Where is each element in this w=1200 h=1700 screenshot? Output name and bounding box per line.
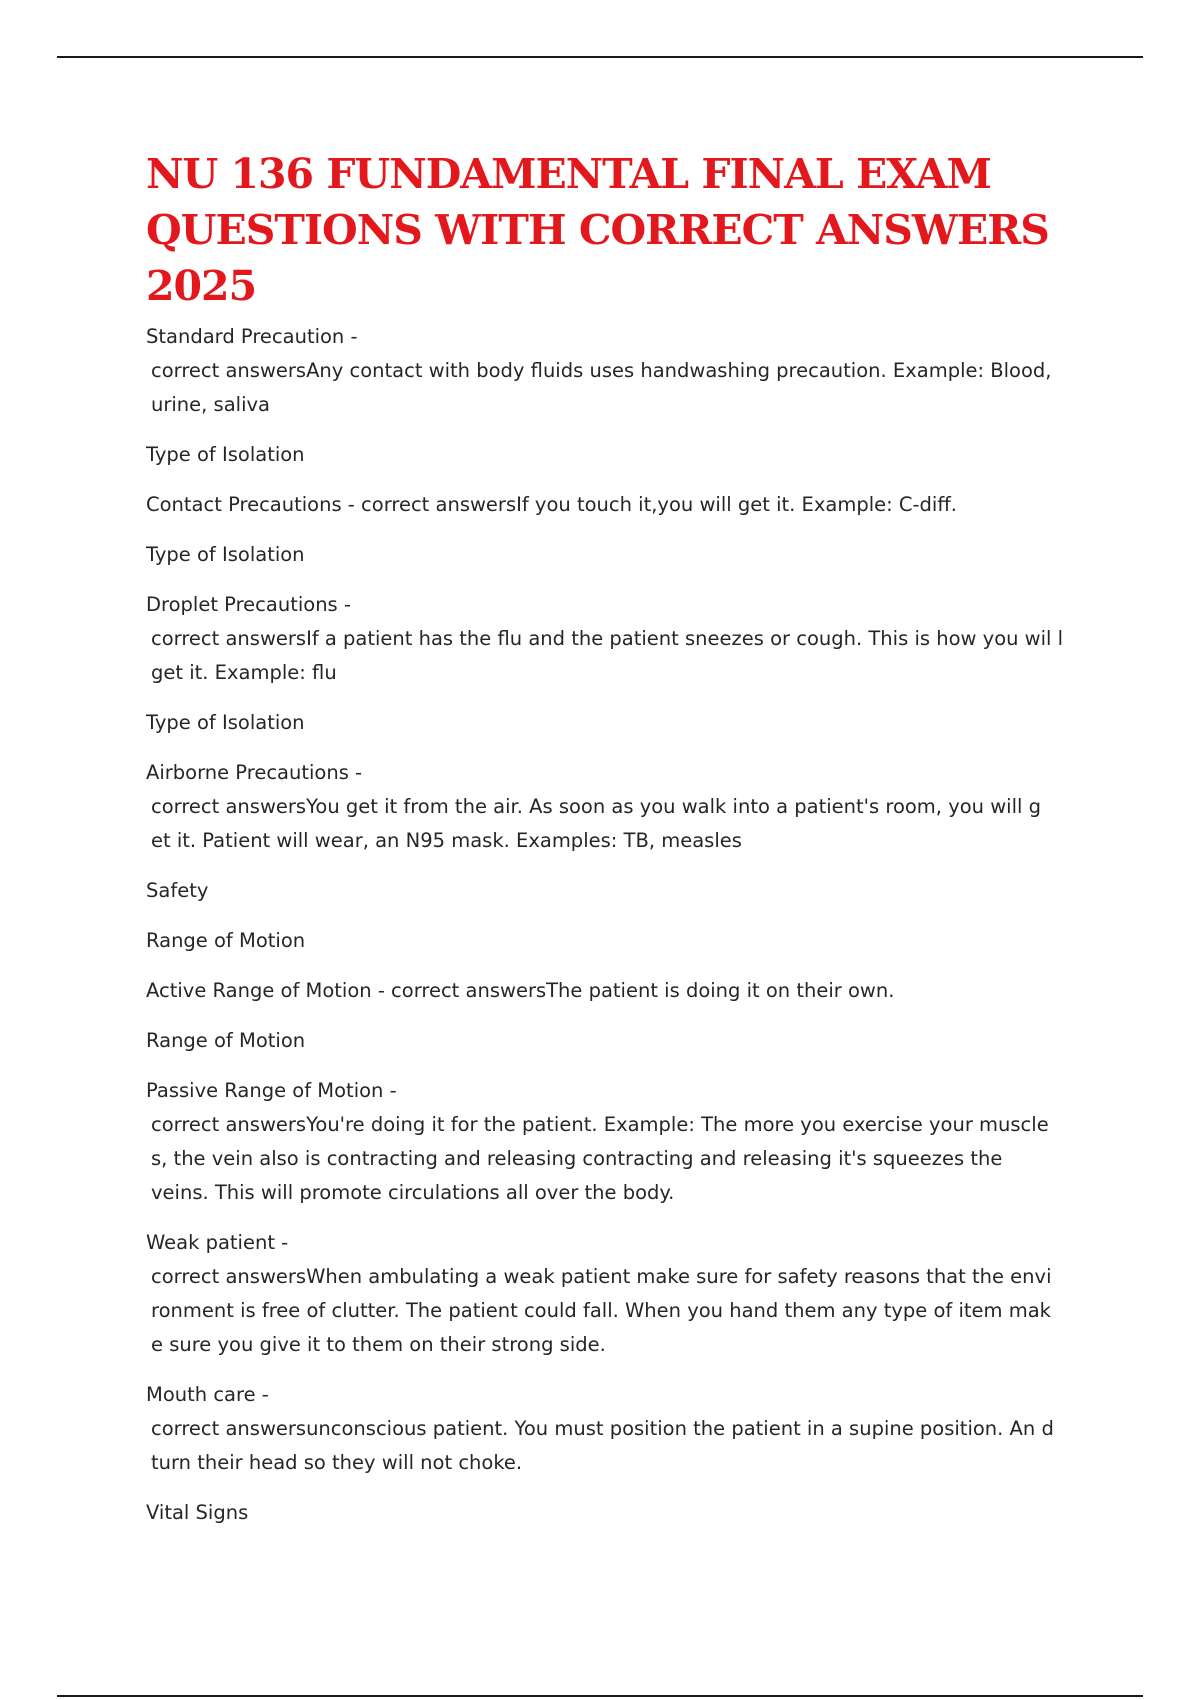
entry-term: Vital Signs <box>146 1501 249 1524</box>
entry-answer: correct answersunconscious patient. You must position the patient in a supine position. An d turn their head so they will not choke. <box>151 1417 1054 1474</box>
entry-term: Droplet Precautions - <box>146 593 351 616</box>
document-title: NU 136 FUNDAMENTAL FINAL EXAM QUESTIONS WITH CORRECT ANSWERS 2025 <box>146 150 1049 310</box>
entry <box>146 974 1066 1008</box>
entry <box>146 1378 1066 1480</box>
document-body <box>146 146 1066 1546</box>
entry-answer: correct answersYou get it from the air. As soon as you walk into a patient's room, you will g et it. Patient will wear, an N95 mask. Examples: TB, measles <box>151 795 1042 852</box>
entry-answer: correct answersWhen ambulating a weak patient make sure for safety reasons that the envi ronment is free of clutter. The patient could fall. When you hand them any type of item mak e sure you give it to them on their strong side. <box>151 1265 1052 1356</box>
entry <box>146 924 1066 958</box>
entry-term: Type of Isolation <box>146 543 305 566</box>
entry-term: Standard Precaution - <box>146 325 358 348</box>
entry-answer: correct answersIf a patient has the flu and the patient sneezes or cough. This is how you wil l get it. Example: flu <box>151 627 1064 684</box>
entry-answer: correct answersAny contact with body fluids uses handwashing precaution. Example: Blood, urine, saliva <box>151 359 1052 416</box>
entry-answer: correct answersYou're doing it for the patient. Example: The more you exercise your muscle s, the vein also is contracting and releasing contracting and releasing it's squeezes the veins. This will promote circulations all over the body. <box>151 1113 1049 1204</box>
entry-term: Type of Isolation <box>146 443 305 466</box>
entry <box>146 438 1066 472</box>
entry <box>146 1226 1066 1362</box>
entry <box>146 488 1066 522</box>
entry-term: Type of Isolation <box>146 711 305 734</box>
entry-term: Mouth care - <box>146 1383 269 1406</box>
entry-term: Weak patient - <box>146 1231 289 1254</box>
entry-term: Contact Precautions - correct answersIf you touch it,you will get it. Example: C-diff. <box>146 493 957 516</box>
entry-term: Range of Motion <box>146 1029 306 1052</box>
entry <box>146 588 1066 690</box>
entry <box>146 1496 1066 1530</box>
entry-term: Airborne Precautions - <box>146 761 363 784</box>
bottom-rule <box>57 1695 1143 1697</box>
entry-term: Range of Motion <box>146 929 306 952</box>
entry <box>146 874 1066 908</box>
entry-term: Active Range of Motion - correct answersThe patient is doing it on their own. <box>146 979 895 1002</box>
entry <box>146 1074 1066 1210</box>
entry <box>146 538 1066 572</box>
entry <box>146 756 1066 858</box>
entry <box>146 706 1066 740</box>
entry <box>146 1024 1066 1058</box>
top-rule <box>57 56 1143 58</box>
entry <box>146 320 1066 422</box>
entry-term: Safety <box>146 879 209 902</box>
entry-term: Passive Range of Motion - <box>146 1079 397 1102</box>
